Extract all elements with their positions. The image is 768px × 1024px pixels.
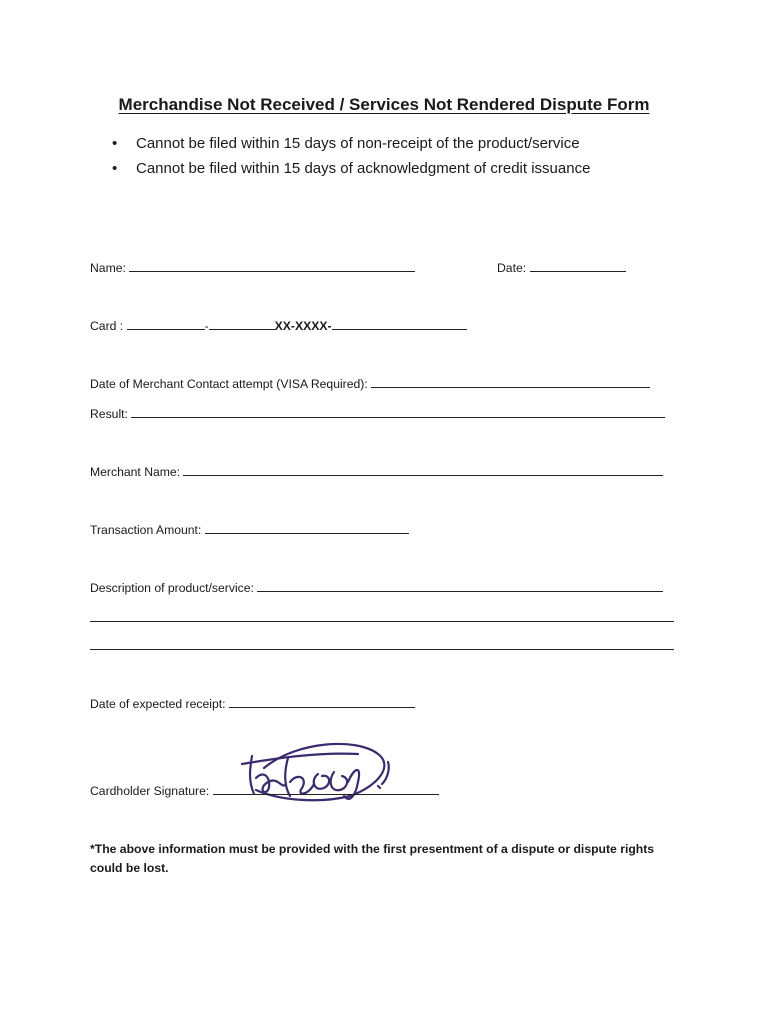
merchant-name-row	[90, 464, 663, 480]
merchant-contact-label: Date of Merchant Contact attempt (VISA Required):	[90, 377, 368, 391]
footnote: *The above information must be provided with the first presentment of a dispute or dispute rights could be lost.	[90, 842, 655, 875]
description-field-line2[interactable]	[90, 610, 674, 622]
merchant-name-field[interactable]	[183, 464, 663, 476]
name-field[interactable]	[129, 260, 415, 272]
card-row	[90, 318, 467, 334]
bullet-icon: •	[112, 135, 118, 152]
expected-receipt-field[interactable]	[229, 696, 415, 708]
cardholder-signature-field[interactable]	[213, 783, 439, 795]
expected-receipt-label: Date of expected receipt:	[90, 697, 226, 711]
card-field-part1[interactable]	[127, 318, 205, 330]
cardholder-signature-row	[90, 783, 439, 799]
cardholder-signature-label: Cardholder Signature:	[90, 784, 210, 798]
card-label: Card :	[90, 319, 124, 333]
card-field-part3[interactable]	[332, 318, 467, 330]
result-label: Result:	[90, 407, 128, 421]
name-row	[90, 260, 415, 276]
card-separator: -	[204, 319, 209, 333]
merchant-name-label: Merchant Name:	[90, 465, 181, 479]
date-row	[497, 260, 626, 276]
date-field[interactable]	[530, 260, 626, 272]
result-row	[90, 406, 665, 422]
description-field-line1[interactable]	[257, 580, 663, 592]
bullet-icon: •	[112, 160, 118, 177]
description-row	[90, 580, 663, 596]
filing-rules-list	[112, 133, 590, 183]
card-mask: XX-XXXX-	[274, 319, 332, 333]
transaction-amount-row	[90, 522, 409, 538]
description-row-2	[90, 610, 674, 626]
card-field-part2[interactable]	[209, 318, 275, 330]
name-label: Name:	[90, 261, 126, 275]
list-item: • Cannot be filed within 15 days of non-receipt of the product/service	[112, 133, 590, 158]
result-field[interactable]	[131, 406, 665, 418]
description-row-3	[90, 638, 674, 654]
date-label: Date:	[497, 261, 527, 275]
expected-receipt-row	[90, 696, 415, 712]
transaction-amount-label: Transaction Amount:	[90, 523, 202, 537]
description-field-line3[interactable]	[90, 638, 674, 650]
form-title: Merchandise Not Received / Services Not Rendered Dispute Form	[118, 95, 650, 114]
merchant-contact-field[interactable]	[371, 376, 650, 388]
list-item: • Cannot be filed within 15 days of acknowledgment of credit issuance	[112, 158, 590, 183]
description-label: Description of product/service:	[90, 581, 254, 595]
transaction-amount-field[interactable]	[205, 522, 409, 534]
merchant-contact-row	[90, 376, 650, 392]
